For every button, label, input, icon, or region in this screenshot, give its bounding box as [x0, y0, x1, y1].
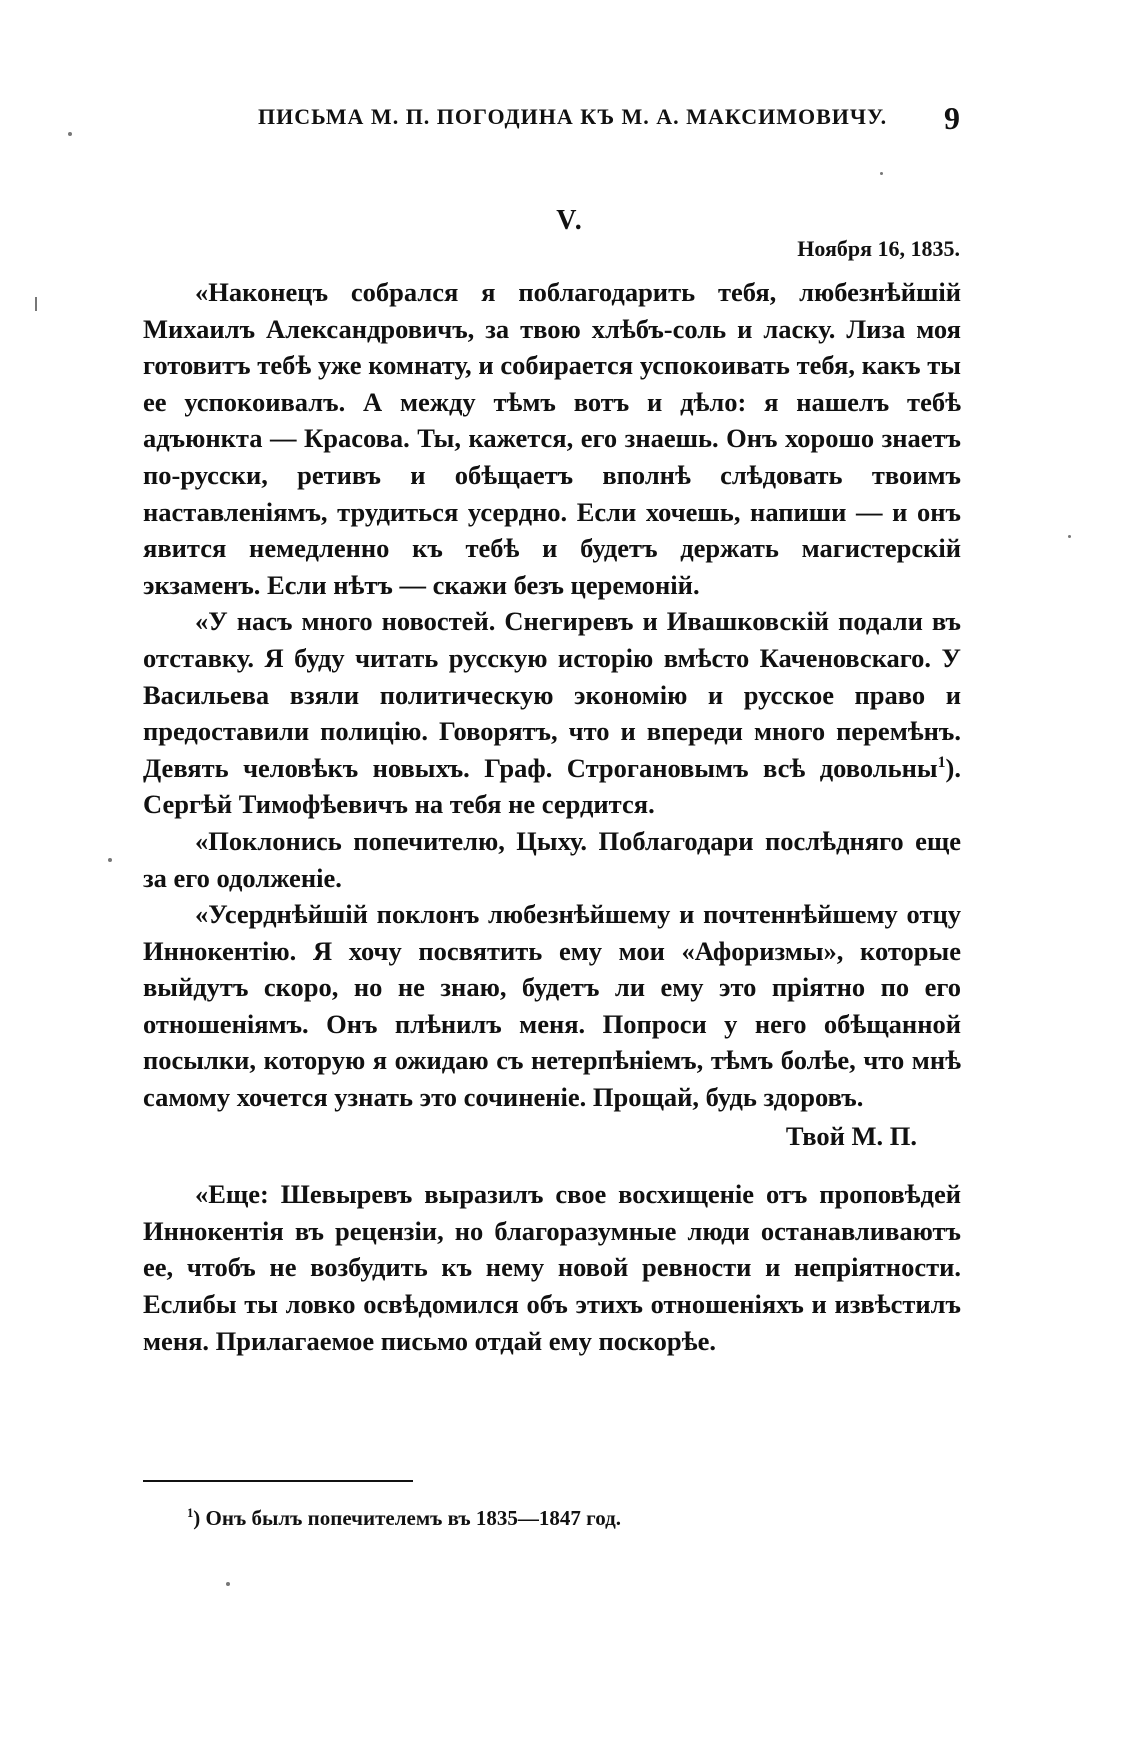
paragraph-2-text: «У насъ много новостей. Снегиревъ и Ивашковскій подали въ отставку. Я буду читать русскую исторію вмѣсто Каченовскаго. У Васильева взяли политическую экономію и русское право и предоставили полицію. Говорятъ, что и впереди много перемѣнъ. Девять человѣкъ новыхъ. Граф. Строгановымъ всѣ довольны — [143, 606, 961, 783]
scan-speck — [68, 132, 72, 136]
letter-number: V. — [556, 205, 584, 236]
paragraph-1: «Наконецъ собрался я поблагодарить тебя, любезнѣйшій Михаилъ Александровичъ, за твою хлѣбъ-соль и ласку. Лиза моя готовитъ тебѣ уже комнату, и собирается успокоивать тебя, какъ ты ее успокоивалъ. А между тѣмъ вотъ и дѣло: я нашелъ тебѣ адъюнкта — Красова. Ты, кажется, его знаешь. Онъ хорошо знаетъ по-русски, ретивъ и обѣщаетъ вполнѣ слѣдовать твоимъ наставленіямъ, трудиться усердно. Если хочешь, напиши — и онъ явится немедленно къ тебѣ и будетъ держать магистерскій экзаменъ. Если нѣтъ — скажи безъ церемоній. — [143, 277, 961, 600]
scan-speck — [226, 1582, 230, 1586]
footnote-text: ) Онъ былъ попечителемъ въ 1835—1847 год. — [193, 1506, 621, 1530]
scan-speck — [108, 858, 112, 862]
scan-speck — [880, 172, 883, 175]
letter-body — [143, 274, 961, 1359]
scan-speck — [35, 297, 37, 311]
letter-date: Ноября 16, 1835. — [797, 236, 960, 261]
paragraph-2-tail: ). Сергѣй Тимофѣевичъ на тебя не сердится. — [143, 752, 961, 820]
scan-speck — [1068, 535, 1071, 538]
signature: Твой М. П. — [785, 1120, 917, 1151]
footnote-marker: 1 — [187, 1506, 194, 1520]
running-head — [140, 100, 960, 140]
running-title: ПИСЬМА М. П. ПОГОДИНА КЪ М. А. МАКСИМОВИЧУ. — [258, 104, 888, 129]
footnote — [187, 1506, 621, 1531]
footnote-rule — [143, 1480, 413, 1482]
postscript: «Еще: Шевыревъ выразилъ свое восхищеніе отъ проповѣдей Иннокентія въ рецензіи, но благоразумные люди останавливаютъ ее, чтобъ не возбудить къ нему новой ревности и непріятности. Еслибы ты ловко освѣдомился объ этихъ отношеніяхъ и извѣстилъ меня. Прилагаемое письмо отдай ему поскорѣе. — [143, 1179, 961, 1356]
page-number: 9 — [944, 100, 960, 136]
paragraph-2 — [143, 603, 961, 823]
paragraph-3: «Поклонись попечителю, Цыху. Поблагодари послѣдняго еще за его одолженіе. — [143, 825, 961, 893]
footnote-ref: 1 — [937, 753, 946, 771]
paragraph-4: «Усерднѣйшій поклонъ любезнѣйшему и почтеннѣйшему отцу Иннокентію. Я хочу посвятить ему мои «Афоризмы», которые выйдутъ скоро, но не знаю, будетъ ли ему это пріятно по его отношеніямъ. Онъ плѣнилъ меня. Попроси у него обѣщанной посылки, которую я ожидаю съ нетерпѣніемъ, тѣмъ болѣе, что мнѣ самому хочется узнать это сочиненіе. Прощай, будь здоровъ. — [143, 899, 961, 1113]
